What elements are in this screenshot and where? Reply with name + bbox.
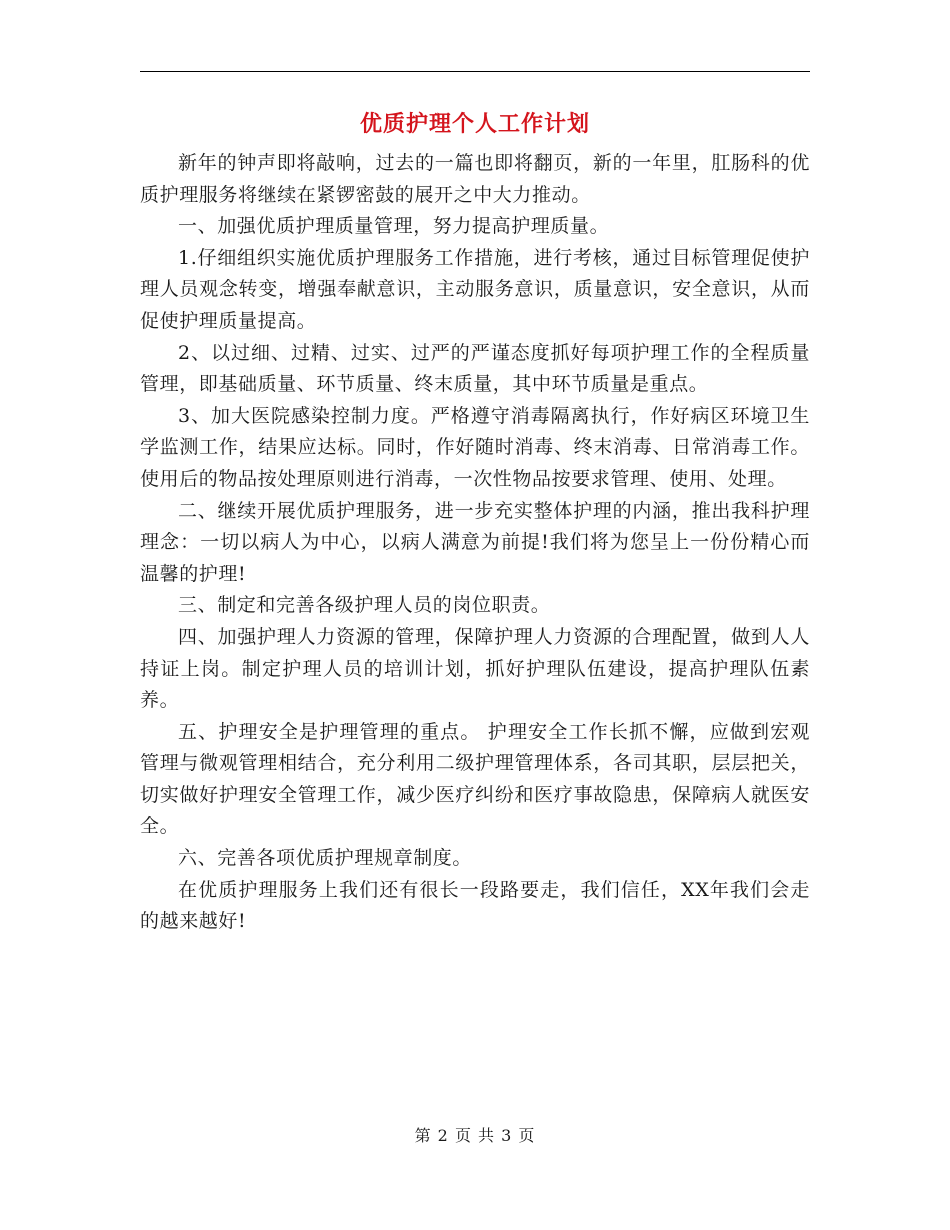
paragraph-section-6: 六、完善各项优质护理规章制度。 [178,847,473,870]
paragraph-section-1-heading: 一、加强优质护理质量管理，努力提高护理质量。 [178,215,610,238]
paragraph-item-2: 2、以过细、过精、过实、过严的严谨态度抓好每项护理工作的全程质量管理，即基础质量、环节质量、终末质量，其中环节质量是重点。 [140,341,810,396]
paragraph-intro: 新年的钟声即将敲响，过去的一篇也即将翻页，新的一年里，肛肠科的优质护理服务将继续在紧锣密鼓的展开之中大力推动。 [140,152,810,206]
paragraph-section-5: 五、护理安全是护理管理的重点。 护理安全工作长抓不懈，应做到宏观管理与微观管理相结合，充分利用二级护理管理体系，各司其职，层层把关，切实做好护理安全管理工作，减少医疗纠纷和医疗事故隐患，保障病人就医安全。 [140,720,810,838]
paragraph-conclusion: 在优质护理服务上我们还有很长一段路要走，我们信任，XX年我们会走的越来越好! [140,878,810,933]
paragraph-section-2: 二、继续开展优质护理服务，进一步充实整体护理的内涵，推出我科护理理念：一切以病人为中心，以病人满意为前提!我们将为您呈上一份份精心而温馨的护理! [140,499,810,585]
paragraph-item-3: 3、加大医院感染控制力度。严格遵守消毒隔离执行，作好病区环境卫生学监测工作，结果应达标。同时，作好随时消毒、终末消毒、日常消毒工作。使用后的物品按处理原则进行消毒，一次性物品按要求管理、使用、处理。 [140,404,810,490]
paragraph-section-3: 三、制定和完善各级护理人员的岗位职责。 [178,594,551,617]
document-title: 优质护理个人工作计划 [359,111,590,137]
paragraph-section-4: 四、加强护理人力资源的管理，保障护理人力资源的合理配置，做到人人持证上岗。制定护理人员的培训计划，抓好护理队伍建设，提高护理队伍素养。 [140,625,810,712]
page-number-footer: 第 2 页 共 3 页 [414,1126,536,1145]
document-body [140,148,810,938]
header-rule [140,71,810,72]
paragraph-item-1: 1.仔细组织实施优质护理服务工作措施，进行考核，通过目标管理促使护理人员观念转变，增强奉献意识，主动服务意识，质量意识，安全意识，从而促使护理质量提高。 [140,246,810,332]
